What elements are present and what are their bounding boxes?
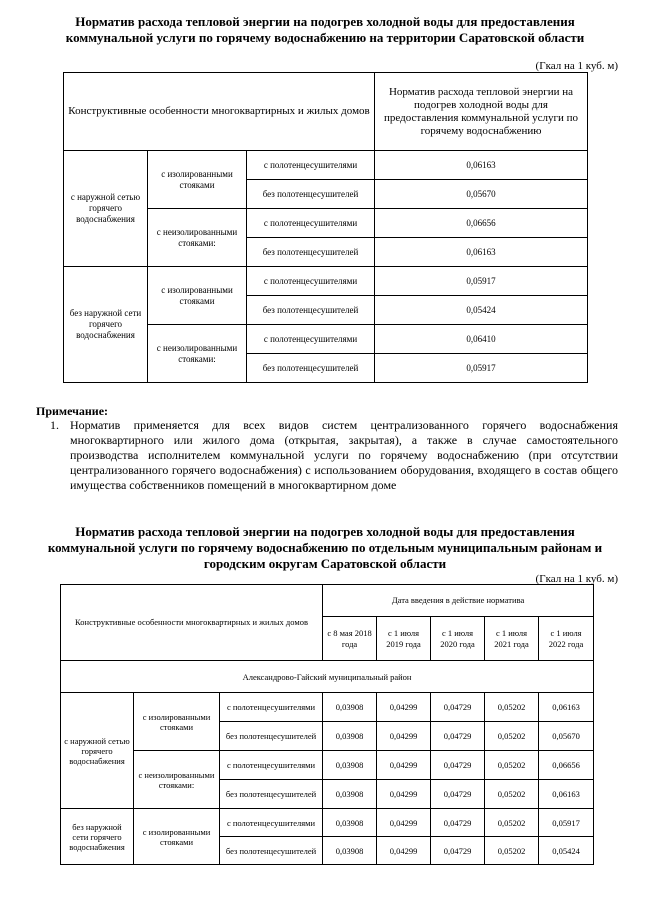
doc2-value-cell: 0,05202 <box>485 809 539 837</box>
note-item <box>50 418 618 493</box>
doc2-unit: (Гкал на 1 куб. м) <box>535 573 618 585</box>
doc2-value-cell: 0,04729 <box>431 809 485 837</box>
doc1-value-cell: 0,06656 <box>375 209 588 238</box>
doc2-date-header: с 1 июля 2021 года <box>485 617 539 661</box>
doc2-value-cell: 0,04729 <box>431 693 485 722</box>
doc2-value-cell: 0,05202 <box>485 837 539 865</box>
doc2-header-left: Конструктивные особенности многоквартирных и жилых домов <box>61 585 323 661</box>
doc1-towel-cell: без полотенцесушителей <box>247 296 375 325</box>
doc2-value-cell: 0,06163 <box>539 693 594 722</box>
doc2-towel-cell: без полотенцесушителей <box>220 837 323 865</box>
doc2-towel-cell: без полотенцесушителей <box>220 780 323 809</box>
doc2-value-cell: 0,05917 <box>539 809 594 837</box>
doc1-value-cell: 0,05917 <box>375 267 588 296</box>
doc2-value-cell: 0,04729 <box>431 751 485 780</box>
doc2-value-cell: 0,03908 <box>323 693 377 722</box>
note-number: 1. <box>50 418 59 432</box>
table-row <box>64 151 588 180</box>
doc2-header-row <box>61 585 594 617</box>
doc1-riser-cell: с неизолированными стояками: <box>148 209 247 267</box>
doc2-value-cell: 0,03908 <box>323 722 377 751</box>
doc2-value-cell: 0,05670 <box>539 722 594 751</box>
doc1-table <box>63 72 588 383</box>
doc2-header-dates: Дата введения в действие норматива <box>323 585 594 617</box>
table-row <box>64 267 588 296</box>
doc2-riser-cell: с изолированными стояками <box>134 809 220 865</box>
doc2-district-name: Александрово-Гайский муниципальный район <box>61 661 594 693</box>
doc1-towel-cell: с полотенцесушителями <box>247 209 375 238</box>
table-row <box>61 693 594 722</box>
doc1-group-cell: без наружной сети горячего водоснабжения <box>64 267 148 383</box>
doc2-towel-cell: с полотенцесушителями <box>220 809 323 837</box>
doc2-riser-cell: с неизолированными стояками: <box>134 751 220 809</box>
doc1-towel-cell: без полотенцесушителей <box>247 180 375 209</box>
doc1-header-row <box>64 73 588 151</box>
doc2-district-row <box>61 661 594 693</box>
doc2-value-cell: 0,04299 <box>377 693 431 722</box>
doc1-towel-cell: без полотенцесушителей <box>247 354 375 383</box>
doc2-value-cell: 0,04729 <box>431 722 485 751</box>
doc1-group-cell: с наружной сетью горячего водоснабжения <box>64 151 148 267</box>
doc1-header-left: Конструктивные особенности многоквартирных и жилых домов <box>64 73 375 151</box>
doc1-value-cell: 0,06163 <box>375 238 588 267</box>
note-title: Примечание: <box>36 404 109 418</box>
doc2-value-cell: 0,04299 <box>377 809 431 837</box>
doc2-date-header: с 1 июля 2019 года <box>377 617 431 661</box>
doc2-value-cell: 0,04299 <box>377 780 431 809</box>
doc2-date-header: с 1 июля 2020 года <box>431 617 485 661</box>
table-row <box>61 751 594 780</box>
doc2-value-cell: 0,05202 <box>485 722 539 751</box>
doc1-unit: (Гкал на 1 куб. м) <box>535 60 618 72</box>
doc2-riser-cell: с изолированными стояками <box>134 693 220 751</box>
doc1-riser-cell: с неизолированными стояками: <box>148 325 247 383</box>
doc1-value-cell: 0,05917 <box>375 354 588 383</box>
doc1-title: Норматив расхода тепловой энергии на подогрев холодной воды для предоставления коммунальной услуги по горячему водоснабжению на территории Саратовской области <box>65 14 585 45</box>
doc2-date-header: с 1 июля 2022 года <box>539 617 594 661</box>
doc2-value-cell: 0,04729 <box>431 837 485 865</box>
doc2-date-header: с 8 мая 2018 года <box>323 617 377 661</box>
note-text: Норматив применяется для всех видов систем централизованного горячего водоснабжения многоквартирного или жилого дома (открытая, закрытая), а также в случае самостоятельного производства исполнителем коммунальной услуги по горячему водоснабжению (при отсутствии централизованного горячего водоснабжения) с использованием оборудования, входящего в состав общего имущества собственников помещений в многоквартирном доме <box>70 418 618 492</box>
doc2-group-cell: без наружной сети горячего водоснабжения <box>61 809 134 865</box>
doc1-towel-cell: с полотенцесушителями <box>247 267 375 296</box>
doc2-value-cell: 0,04299 <box>377 837 431 865</box>
doc1-value-cell: 0,06410 <box>375 325 588 354</box>
doc1-value-cell: 0,06163 <box>375 151 588 180</box>
doc2-value-cell: 0,04299 <box>377 751 431 780</box>
doc1-value-cell: 0,05670 <box>375 180 588 209</box>
doc2-value-cell: 0,05202 <box>485 751 539 780</box>
doc2-title: Норматив расхода тепловой энергии на подогрев холодной воды для предоставления коммунальной услуги по горячему водоснабжению по отдельным муниципальным районам и городским округам Саратовской области <box>47 524 603 571</box>
doc2-value-cell: 0,05202 <box>485 693 539 722</box>
doc2-value-cell: 0,06163 <box>539 780 594 809</box>
doc1-towel-cell: с полотенцесушителями <box>247 151 375 180</box>
doc2-value-cell: 0,06656 <box>539 751 594 780</box>
doc2-value-cell: 0,05424 <box>539 837 594 865</box>
doc1-towel-cell: с полотенцесушителями <box>247 325 375 354</box>
doc1-value-cell: 0,05424 <box>375 296 588 325</box>
doc1-towel-cell: без полотенцесушителей <box>247 238 375 267</box>
doc2-group-cell: с наружной сетью горячего водоснабжения <box>61 693 134 809</box>
doc1-riser-cell: с изолированными стояками <box>148 267 247 325</box>
doc1-riser-cell: с изолированными стояками <box>148 151 247 209</box>
doc2-towel-cell: с полотенцесушителями <box>220 693 323 722</box>
doc2-value-cell: 0,03908 <box>323 780 377 809</box>
doc1-header-right: Норматив расхода тепловой энергии на подогрев холодной воды для предоставления коммунальной услуги по горячему водоснабжению <box>375 73 588 151</box>
doc2-value-cell: 0,03908 <box>323 809 377 837</box>
doc2-value-cell: 0,03908 <box>323 837 377 865</box>
doc2-towel-cell: без полотенцесушителей <box>220 722 323 751</box>
doc2-table <box>60 584 594 865</box>
doc2-value-cell: 0,04729 <box>431 780 485 809</box>
doc2-value-cell: 0,03908 <box>323 751 377 780</box>
table-row <box>61 809 594 837</box>
doc2-towel-cell: с полотенцесушителями <box>220 751 323 780</box>
doc2-value-cell: 0,05202 <box>485 780 539 809</box>
doc2-value-cell: 0,04299 <box>377 722 431 751</box>
